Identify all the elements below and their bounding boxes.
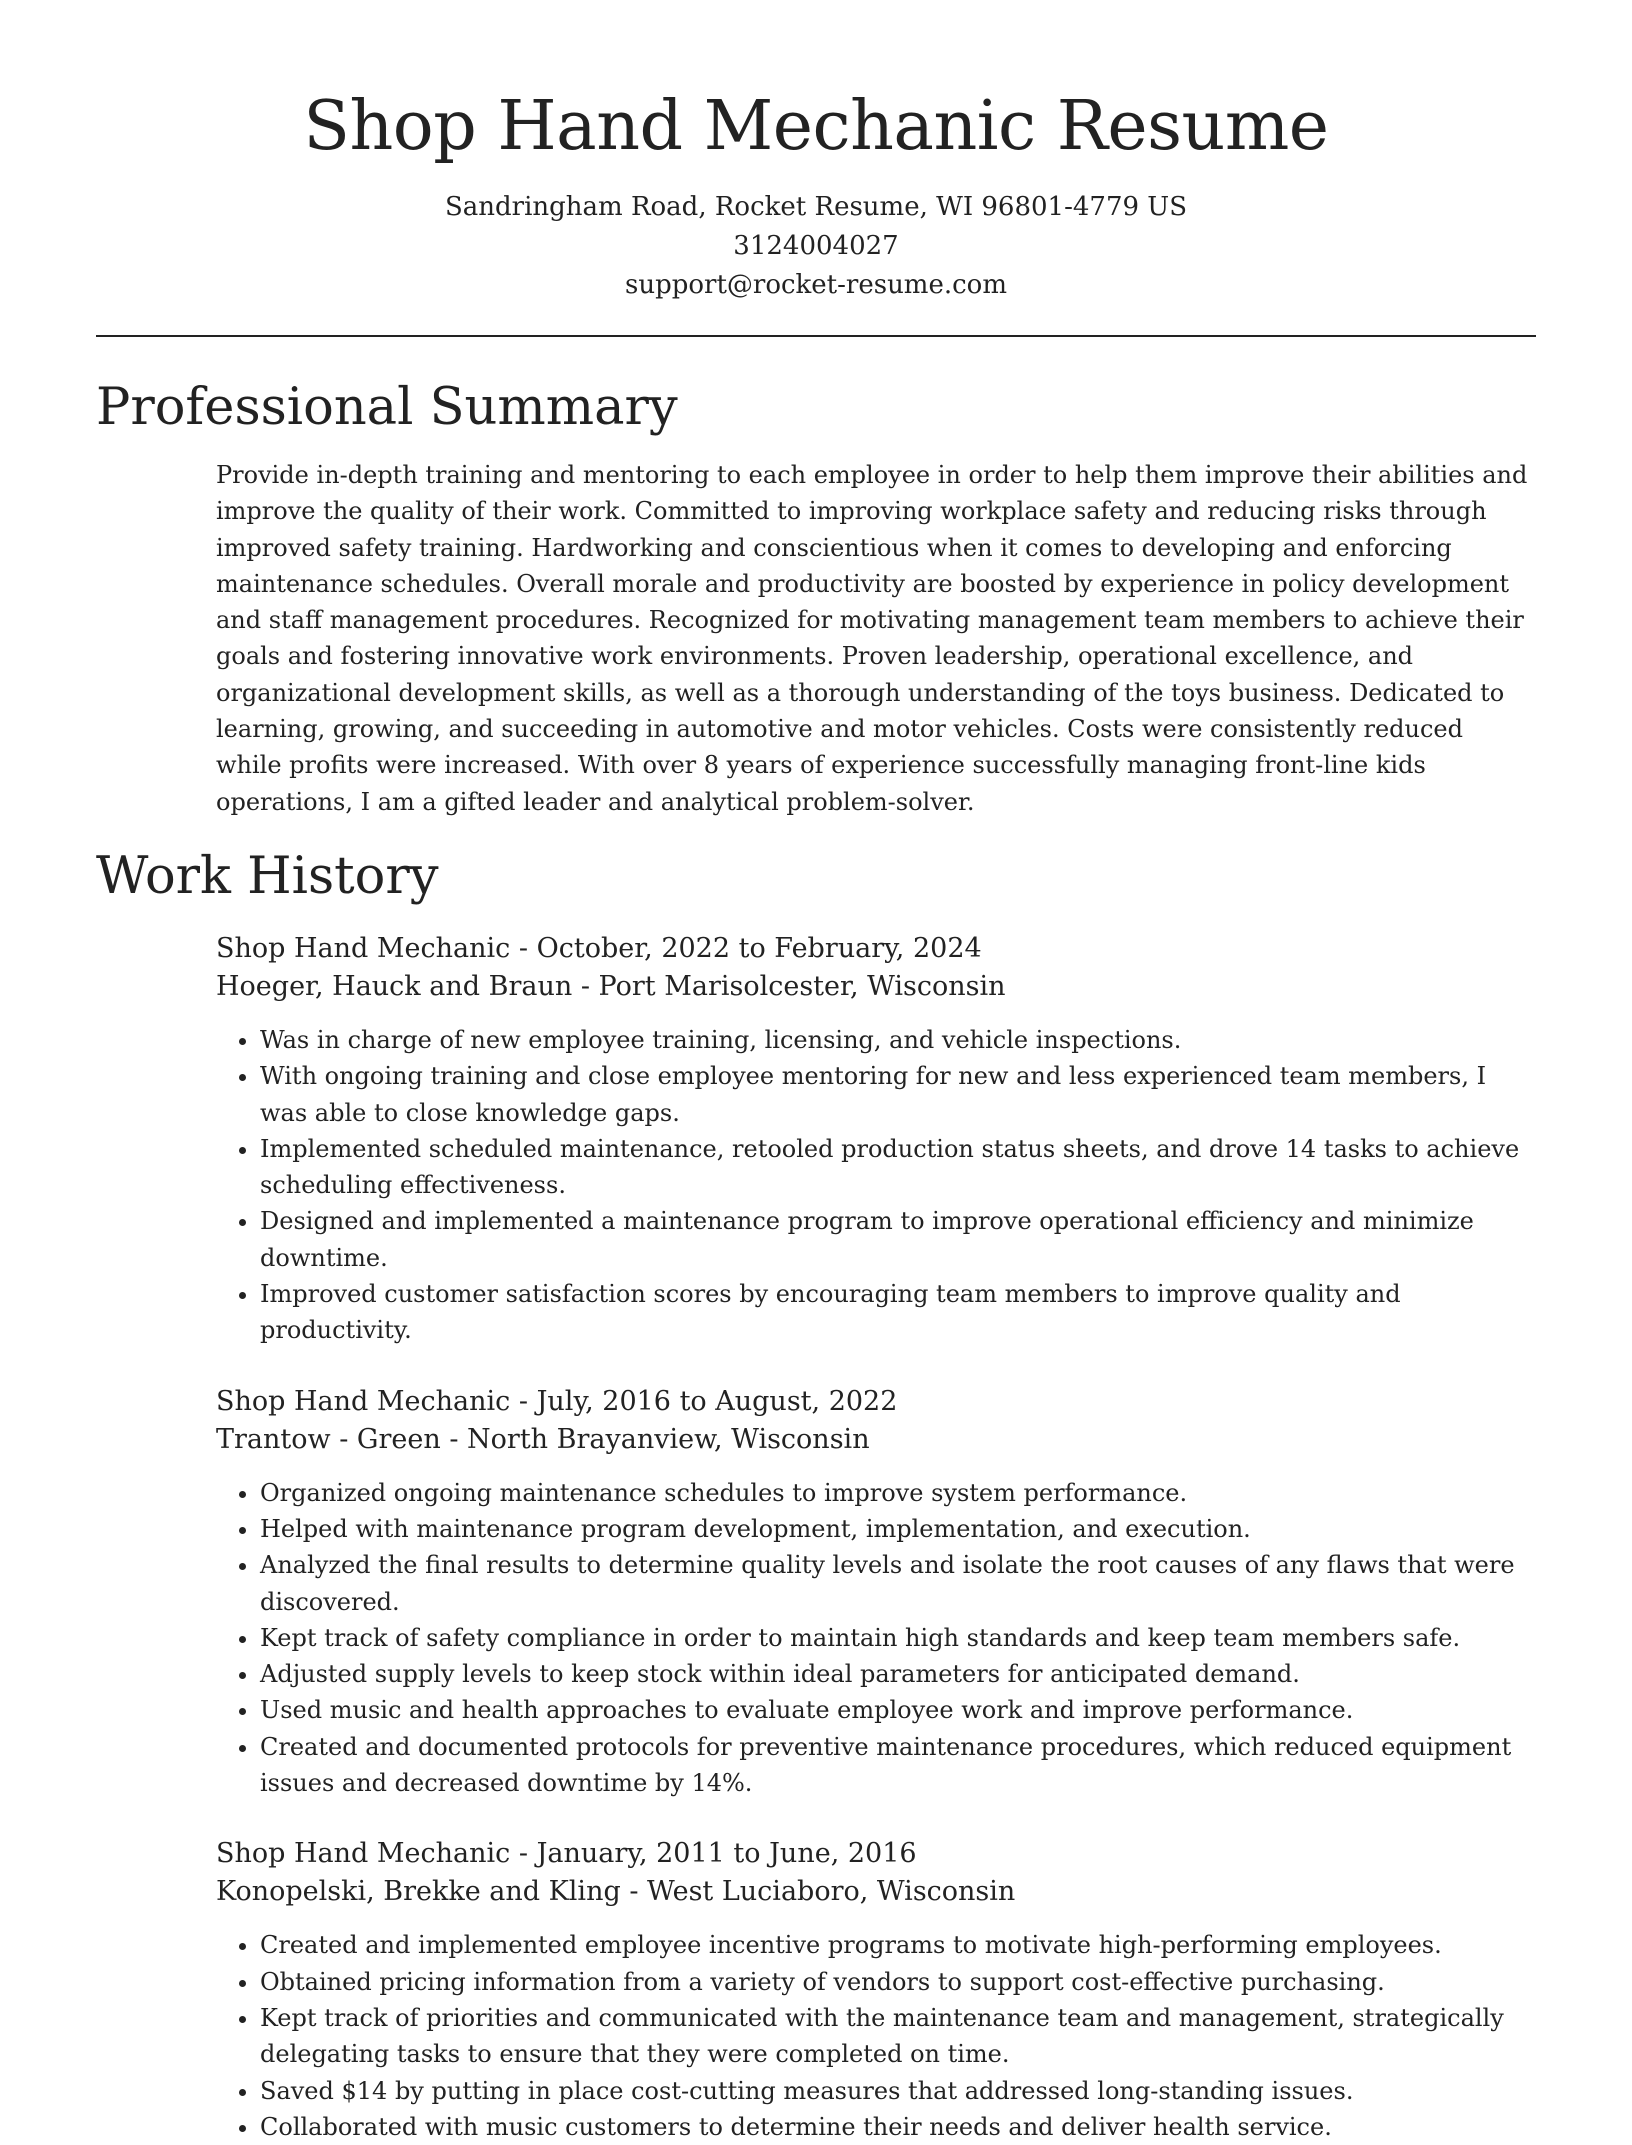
job-bullet: • Adjusted supply levels to keep stock within ideal parameters for anticipated demand. bbox=[260, 1656, 1536, 1692]
job-bullet: • Created and implemented employee incentive programs to motivate high-performing employees. bbox=[260, 1927, 1536, 1963]
job-bullet: • Improved customer satisfaction scores by encouraging team members to improve quality and productivity. bbox=[260, 1276, 1536, 1349]
phone: 3124004027 bbox=[733, 231, 899, 261]
resume-title: Shop Hand Mechanic Resume bbox=[303, 87, 1329, 166]
job-bullet: • Implemented scheduled maintenance, retooled production status sheets, and drove 14 tasks to achieve scheduling effectiveness. bbox=[260, 1131, 1536, 1204]
job-location: Port Marisolcester, Wisconsin bbox=[598, 970, 1006, 1002]
job-entry bbox=[216, 1383, 1536, 1802]
job-bullet: • Created and documented protocols for preventive maintenance procedures, which reduced equipment issues and decreased downtime by 14%. bbox=[260, 1729, 1536, 1802]
job-company-line bbox=[216, 1421, 1536, 1459]
job-location: West Luciaboro, Wisconsin bbox=[647, 1876, 1016, 1908]
separator: - bbox=[510, 1385, 537, 1417]
separator: - bbox=[510, 1838, 537, 1870]
job-company: Hoeger, Hauck and Braun bbox=[216, 970, 573, 1002]
separator: - bbox=[572, 970, 599, 1002]
job-bullet: • Helped with maintenance program development, implementation, and execution. bbox=[260, 1511, 1536, 1547]
address: Sandringham Road, Rocket Resume, WI 96801-4779 US bbox=[444, 192, 1188, 222]
job-bullet: • Obtained pricing information from a variety of vendors to support cost-effective purchasing. bbox=[260, 1964, 1536, 2000]
job-bullet: • Saved $14 by putting in place cost-cutting measures that addressed long-standing issues. bbox=[260, 2073, 1536, 2109]
job-dates: July, 2016 to August, 2022 bbox=[536, 1385, 898, 1417]
summary-text: Provide in-depth training and mentoring to each employee in order to help them improve their abilities and improve the quality of their work. Committed to improving workplace safety and reducing risks through improved safety training. Hardworking and conscientious when it comes to developing and enforcing maintenance schedules. Overall morale and productivity are boosted by experience in policy development and staff management procedures. Recognized for motivating management team members to achieve their goals and fostering innovative work environments. Proven leadership, operational excellence, and organizational development skills, as well as a thorough understanding of the toys business. Dedicated to learning, growing, and succeeding in automotive and motor vehicles. Costs were consistently reduced while profits were increased. With over 8 years of experience successfully managing front-line kids operations, I am a gifted leader and analytical problem-solver. bbox=[216, 461, 1528, 816]
job-role: Shop Hand Mechanic bbox=[216, 1385, 511, 1417]
job-bullet: • With ongoing training and close employee mentoring for new and less experienced team members, I was able to close knowledge gaps. bbox=[260, 1058, 1536, 1131]
job-bullet: • Kept track of priorities and communicated with the maintenance team and management, strategically delegating tasks to ensure that they were completed on time. bbox=[260, 2000, 1536, 2073]
job-bullets bbox=[216, 1475, 1536, 1802]
job-bullet: • Was in charge of new employee training, licensing, and vehicle inspections. bbox=[260, 1022, 1536, 1058]
job-company-line bbox=[216, 1873, 1536, 1911]
job-location: North Brayanview, Wisconsin bbox=[467, 1423, 870, 1455]
job-entry bbox=[216, 1835, 1536, 2145]
job-title-line bbox=[216, 1835, 1536, 1873]
job-entry bbox=[216, 930, 1536, 1349]
contact-block bbox=[96, 188, 1536, 305]
header-divider bbox=[96, 335, 1536, 337]
job-role: Shop Hand Mechanic bbox=[216, 1838, 511, 1870]
job-bullet: • Used music and health approaches to evaluate employee work and improve performance. bbox=[260, 1692, 1536, 1728]
job-dates: January, 2011 to June, 2016 bbox=[536, 1838, 917, 1870]
summary-heading: Professional Summary bbox=[96, 378, 678, 437]
job-bullet: • Designed and implemented a maintenance program to improve operational efficiency and minimize downtime. bbox=[260, 1203, 1536, 1276]
separator: - bbox=[510, 932, 537, 964]
work-history-list bbox=[96, 930, 1536, 2145]
job-role: Shop Hand Mechanic bbox=[216, 932, 511, 964]
job-bullet: • Kept track of safety compliance in order to maintain high standards and keep team members safe. bbox=[260, 1620, 1536, 1656]
job-title-line bbox=[216, 1383, 1536, 1421]
separator: - bbox=[620, 1876, 648, 1908]
job-bullet: • Collaborated with music customers to determine their needs and deliver health service. bbox=[260, 2109, 1536, 2145]
email: support@rocket-resume.com bbox=[624, 270, 1007, 300]
job-title-line bbox=[216, 930, 1536, 968]
job-bullet: • Analyzed the final results to determine quality levels and isolate the root causes of any flaws that were discovered. bbox=[260, 1547, 1536, 1620]
job-company-line bbox=[216, 968, 1536, 1006]
job-bullets bbox=[216, 1022, 1536, 1349]
separator: - bbox=[440, 1423, 468, 1455]
job-bullets bbox=[216, 1927, 1536, 2145]
job-company: Konopelski, Brekke and Kling bbox=[216, 1876, 621, 1908]
resume-header bbox=[96, 0, 1536, 305]
job-dates: October, 2022 to February, 2024 bbox=[536, 932, 982, 964]
job-company: Trantow - Green bbox=[216, 1423, 441, 1455]
work-history-heading: Work History bbox=[96, 846, 439, 906]
job-bullet: • Organized ongoing maintenance schedules to improve system performance. bbox=[260, 1475, 1536, 1511]
